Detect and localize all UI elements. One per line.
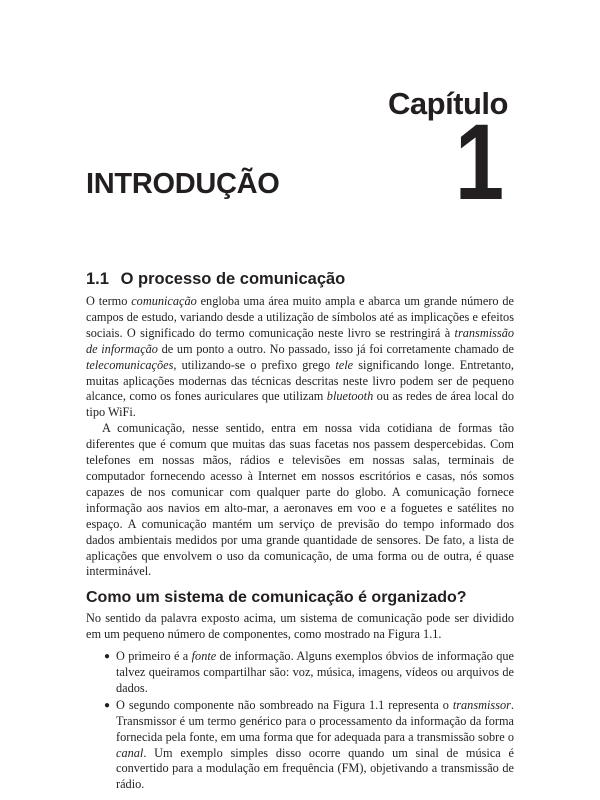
chapter-label: Capítulo <box>388 86 508 121</box>
paragraph: A comunicação, nesse sentido, entra em nossa vida cotidiana de formas tão diferentes que é comum que muitas das suas facetas nos passem despercebidas. Com telefones em nossas mãos, rádios e televisões em nossas salas, terminais de computador fornecendo acesso à Internet em nossos escritórios e casas, nós somos capazes de nos comunicar com qualquer parte do globo. A comunicação fornece informação aos navios em alto-mar, a aeronaves em voo e a foguetes e satélites no espaço. A comunicação mantém um serviço de previsão do tempo informado dos dados ambientais medidos por uma grande quantidade de sensores. De fato, a lista de aplicações que envolvem o uso da comunicação, de uma forma ou de outra, é quase interminável. <box>86 421 514 579</box>
emphasis: bluetooth <box>326 389 374 404</box>
emphasis: transmissão de informação <box>86 325 514 356</box>
emphasis: comunicação <box>131 294 197 308</box>
chapter-title: INTRODUÇÃO <box>86 168 280 200</box>
list-item: ● O segundo componente não sombreado na Figura 1.1 representa o transmissor. Transmissor é um termo genérico para o processamento da informação da forma fornecida pela fonte, em uma forma que for adequada para a transmissão sobre o canal. Um exemplo simples disso ocorre quando um sinal de música é convertido para a modulação em frequência (FM), objetivando a transmissão de rádio. <box>104 697 514 792</box>
emphasis: fonte <box>191 649 217 664</box>
emphasis: transmissor <box>452 697 511 712</box>
emphasis: canal <box>116 745 144 760</box>
section-heading <box>86 270 514 289</box>
list-item: ● O primeiro é a fonte de informação. Alguns exemplos óbvios de informação que talvez queiramos compartilhar são: voz, música, imagens, vídeos ou arquivos de dados. <box>104 649 515 695</box>
paragraph: O termo comunicação engloba uma área muito ampla e abarca um grande número de campos de estudo, variando desde a utilização de símbolos até as implicações e efeitos sociais. O significado do termo comunicação neste livro se restringirá à transmissão de informação de um ponto a outro. No passado, isso já foi corretamente chamado de telecomunicações, utilizando-se o prefixo grego tele significando longe. Entretanto, muitas aplicações modernas das técnicas descritas neste livro podem ser de pequeno alcance, como os fones auriculares que utilizam bluetooth ou as redes de área local do tipo WiFi. <box>86 294 515 420</box>
bullet-icon: ● <box>104 651 111 663</box>
subsection-heading: Como um sistema de comunicação é organizado? <box>86 589 467 607</box>
bullet-icon: ● <box>104 699 111 711</box>
paragraph: No sentido da palavra exposto acima, um sistema de comunicação pode ser dividido em um pequeno número de componentes, como mostrado na Figura 1.1. <box>86 611 514 642</box>
emphasis: telecomunicações <box>86 357 174 372</box>
bullet-list <box>86 649 514 793</box>
page-body <box>86 270 514 794</box>
chapter-number: 1 <box>454 101 504 222</box>
emphasis: tele <box>335 357 354 372</box>
section-title: O processo de comunicação <box>120 270 346 288</box>
section-number: 1.1 <box>86 270 109 288</box>
